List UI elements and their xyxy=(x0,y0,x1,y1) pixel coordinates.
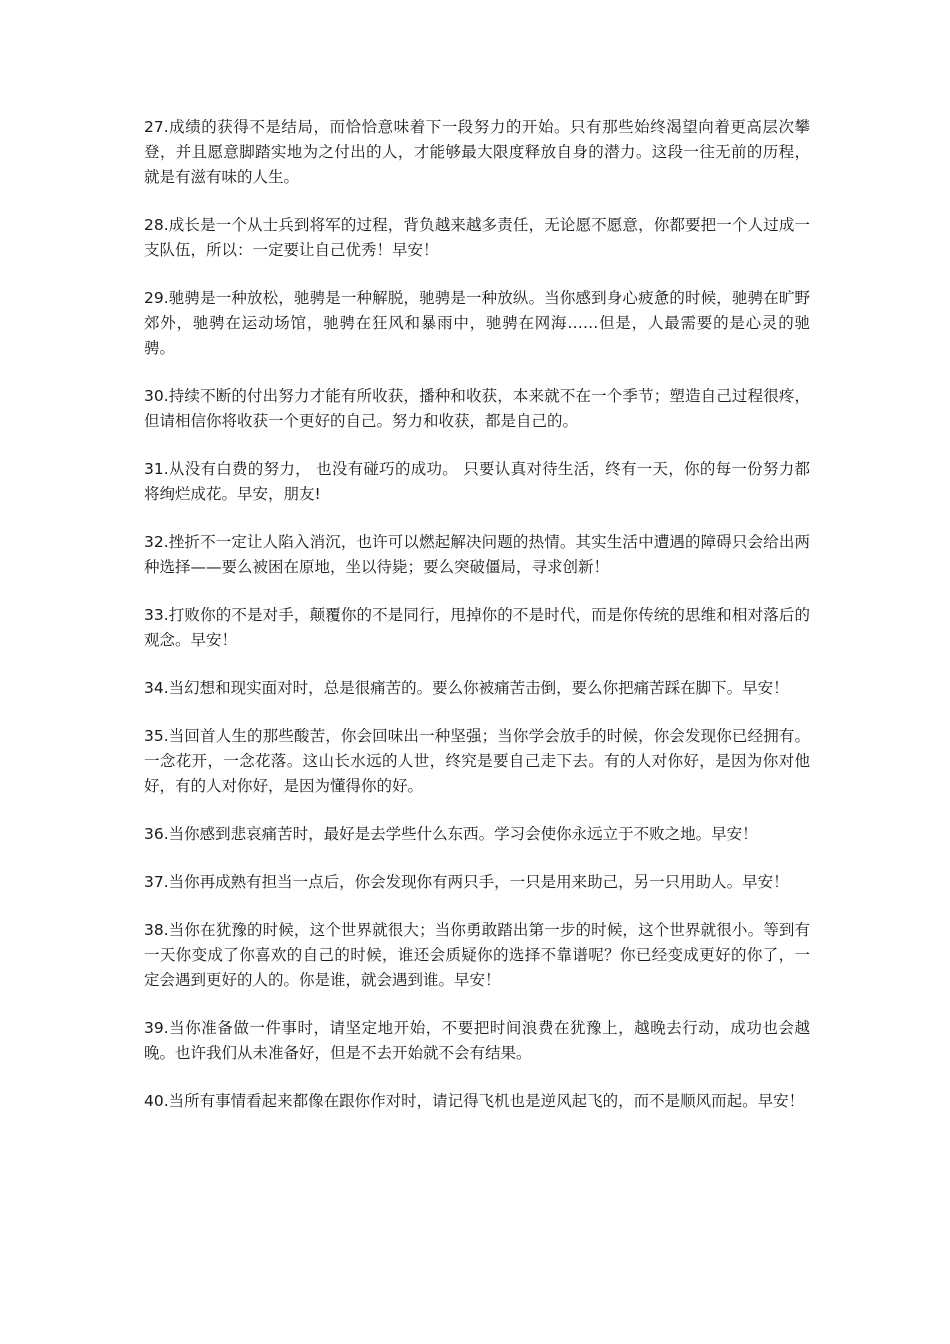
paragraph-28: 28.成长是一个从士兵到将军的过程，背负越来越多责任，无论愿不愿意，你都要把一个人过成一支队伍，所以：一定要让自己优秀！早安！ xyxy=(144,216,810,259)
paragraph-38: 38.当你在犹豫的时候，这个世界就很大；当你勇敢踏出第一步的时候，这个世界就很小。等到有一天你变成了你喜欢的自己的时候，谁还会质疑你的选择不靠谱呢？你已经变成更好的你了，一定会遇到更好的人的。你是谁，就会遇到谁。早安！ xyxy=(144,921,810,989)
paragraph-29: 29.驰骋是一种放松，驰骋是一种解脱，驰骋是一种放纵。当你感到身心疲惫的时候，驰骋在旷野郊外，驰骋在运动场馆，驰骋在狂风和暴雨中，驰骋在网海……但是，人最需要的是心灵的驰骋。 xyxy=(144,289,810,357)
paragraph-36: 36.当你感到悲哀痛苦时，最好是去学些什么东西。学习会使你永远立于不败之地。早安！ xyxy=(144,825,758,843)
paragraph-31: 31.从没有白费的努力， 也没有碰巧的成功。 只要认真对待生活，终有一天，你的每一份努力都将绚烂成花。早安，朋友! xyxy=(144,460,810,503)
paragraph-32: 32.挫折不一定让人陷入消沉，也许可以燃起解决问题的热情。其实生活中遭遇的障碍只会给出两种选择——要么被困在原地，坐以待毙；要么突破僵局，寻求创新！ xyxy=(144,533,810,576)
paragraph-40: 40.当所有事情看起来都像在跟你作对时，请记得飞机也是逆风起飞的，而不是顺风而起。早安！ xyxy=(144,1092,805,1110)
paragraph-35: 35.当回首人生的那些酸苦，你会回味出一种坚强；当你学会放手的时候，你会发现你已经拥有。一念花开，一念花落。这山长水远的人世，终究是要自己走下去。有的人对你好，是因为你对他好，有的人对你好，是因为懂得你的好。 xyxy=(144,727,810,795)
paragraph-27: 27.成绩的获得不是结局，而恰恰意味着下一段努力的开始。只有那些始终渴望向着更高层次攀登，并且愿意脚踏实地为之付出的人，才能够最大限度释放自身的潜力。这段一往无前的历程，就是有滋有味的人生。 xyxy=(144,118,810,186)
paragraph-39: 39.当你准备做一件事时，请坚定地开始，不要把时间浪费在犹豫上，越晚去行动，成功也会越晚。也许我们从未准备好，但是不去开始就不会有结果。 xyxy=(144,1019,810,1062)
paragraph-37: 37.当你再成熟有担当一点后，你会发现你有两只手，一只是用来助己，另一只用助人。早安！ xyxy=(144,873,789,891)
paragraph-30: 30.持续不断的付出努力才能有所收获，播种和收获，本来就不在一个季节；塑造自己过程很疼，但请相信你将收获一个更好的自己。努力和收获，都是自己的。 xyxy=(144,387,810,430)
paragraph-34: 34.当幻想和现实面对时，总是很痛苦的。要么你被痛苦击倒，要么你把痛苦踩在脚下。早安！ xyxy=(144,679,789,697)
paragraph-33: 33.打败你的不是对手，颠覆你的不是同行，甩掉你的不是时代，而是你传统的思维和相对落后的观念。早安！ xyxy=(144,606,810,649)
quote-list xyxy=(144,115,810,1137)
